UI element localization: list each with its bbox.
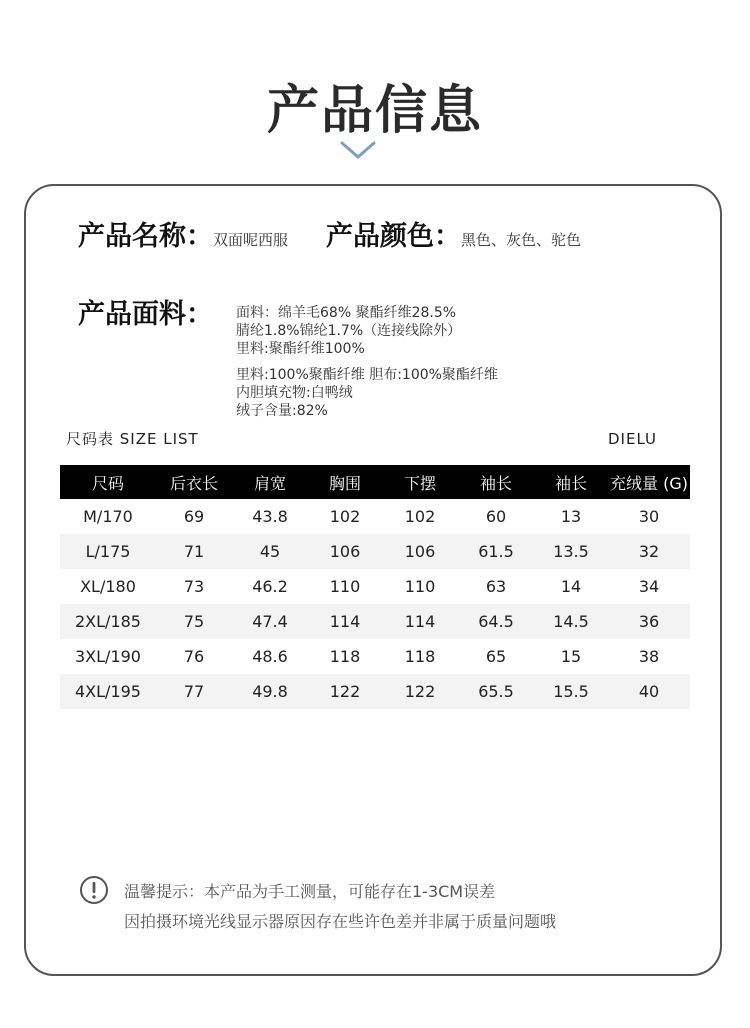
table-row (60, 604, 690, 639)
table-cell: 110 (404, 577, 436, 596)
brand-name: DIELU (608, 430, 658, 448)
table-row (60, 534, 690, 569)
column-header-sleeve-length: 袖长 (458, 465, 534, 499)
notice-line-1: 温馨提示：本产品为手工测量，可能存在1-3CM误差 (124, 882, 496, 901)
table-cell: 73 (183, 577, 205, 596)
column-header-hem: 下摆 (382, 465, 458, 499)
table-row (60, 569, 690, 604)
table-cell: 114 (308, 604, 382, 639)
table-cell: 15.5 (534, 674, 608, 709)
table-cell: 46.2 (252, 577, 288, 596)
table-cell: 2XL/185 (60, 604, 156, 639)
filling-line: 内胆填充物:白鸭绒 (236, 385, 353, 401)
table-cell: 40 (608, 674, 690, 709)
chevron-down-icon (339, 138, 377, 162)
table-cell: 118 (329, 647, 361, 666)
table-cell: 32 (608, 534, 690, 569)
column-header-down-fill: 充绒量 (G) (608, 465, 690, 499)
table-cell: 122 (382, 674, 458, 709)
table-cell: 3XL/190 (75, 647, 141, 666)
table-row (60, 674, 690, 709)
column-header-size: 尺码 (60, 465, 156, 499)
table-cell: 14.5 (534, 604, 608, 639)
table-cell: 76 (183, 647, 205, 666)
table-cell: 48.6 (252, 647, 288, 666)
size-table-title: 尺码表 SIZE LIST (66, 430, 199, 448)
product-name-label: 产品名称： (78, 221, 213, 252)
table-cell: 71 (156, 534, 232, 569)
table-cell: M/170 (83, 507, 133, 526)
table-cell: 77 (156, 674, 232, 709)
product-name-row (78, 214, 288, 253)
column-header-back-length: 后衣长 (156, 465, 232, 499)
page-title: 产品信息 (266, 81, 483, 141)
table-cell: 15 (560, 647, 582, 666)
table-cell: 65.5 (458, 674, 534, 709)
table-cell: 43.8 (252, 507, 288, 526)
table-cell: 69 (183, 507, 205, 526)
size-table (60, 465, 690, 709)
exclamation-circle-icon (79, 875, 109, 905)
table-cell: 114 (382, 604, 458, 639)
product-color-row (326, 214, 581, 253)
table-cell: 13.5 (534, 534, 608, 569)
table-cell: 63 (485, 577, 507, 596)
table-cell: 13 (560, 507, 582, 526)
table-cell: 34 (638, 577, 660, 596)
table-row (60, 499, 690, 534)
fabric-details (236, 304, 461, 358)
table-cell: 38 (638, 647, 660, 666)
table-cell: 102 (329, 507, 361, 526)
table-cell: 30 (638, 507, 660, 526)
table-cell: 106 (308, 534, 382, 569)
table-cell: 122 (308, 674, 382, 709)
table-cell: 36 (608, 604, 690, 639)
table-cell: 47.4 (232, 604, 308, 639)
product-fabric-label: 产品面料： (78, 299, 213, 330)
fabric-line: 里料:聚酯纤维100% (236, 341, 365, 357)
table-cell: 60 (485, 507, 507, 526)
column-header-shoulder: 肩宽 (232, 465, 308, 499)
table-cell: 106 (382, 534, 458, 569)
table-cell: 14 (560, 577, 582, 596)
table-cell: 49.8 (232, 674, 308, 709)
table-cell: 45 (232, 534, 308, 569)
notice-line-2: 因拍摄环境光线显示器原因存在些许色差并非属于质量问题哦 (124, 912, 557, 931)
table-cell: 64.5 (458, 604, 534, 639)
table-cell: 75 (156, 604, 232, 639)
table-cell: XL/180 (80, 577, 136, 596)
table-row (60, 639, 690, 674)
filling-details (236, 366, 498, 420)
table-cell: 4XL/195 (60, 674, 156, 709)
table-cell: 61.5 (458, 534, 534, 569)
fabric-line: 面料：绵羊毛68% 聚酯纤维28.5% (236, 305, 457, 321)
table-cell: 102 (404, 507, 436, 526)
product-color-value: 黑色、灰色、驼色 (461, 231, 582, 249)
notice-text (124, 877, 556, 937)
product-name-value: 双面呢西服 (213, 231, 289, 249)
table-cell: L/175 (60, 534, 156, 569)
table-cell: 65 (485, 647, 507, 666)
table-cell: 118 (404, 647, 436, 666)
fabric-line: 腈纶1.8%锦纶1.7%（连接线除外） (236, 323, 462, 339)
table-header-row (60, 465, 690, 499)
table-cell: 110 (329, 577, 361, 596)
column-header-chest: 胸围 (308, 465, 382, 499)
filling-line: 里料:100%聚酯纤维 胆布:100%聚酯纤维 (236, 367, 498, 383)
column-header-sleeve-length-2: 袖长 (534, 465, 608, 499)
filling-line: 绒子含量:82% (236, 403, 328, 419)
product-color-label: 产品颜色： (326, 221, 461, 252)
